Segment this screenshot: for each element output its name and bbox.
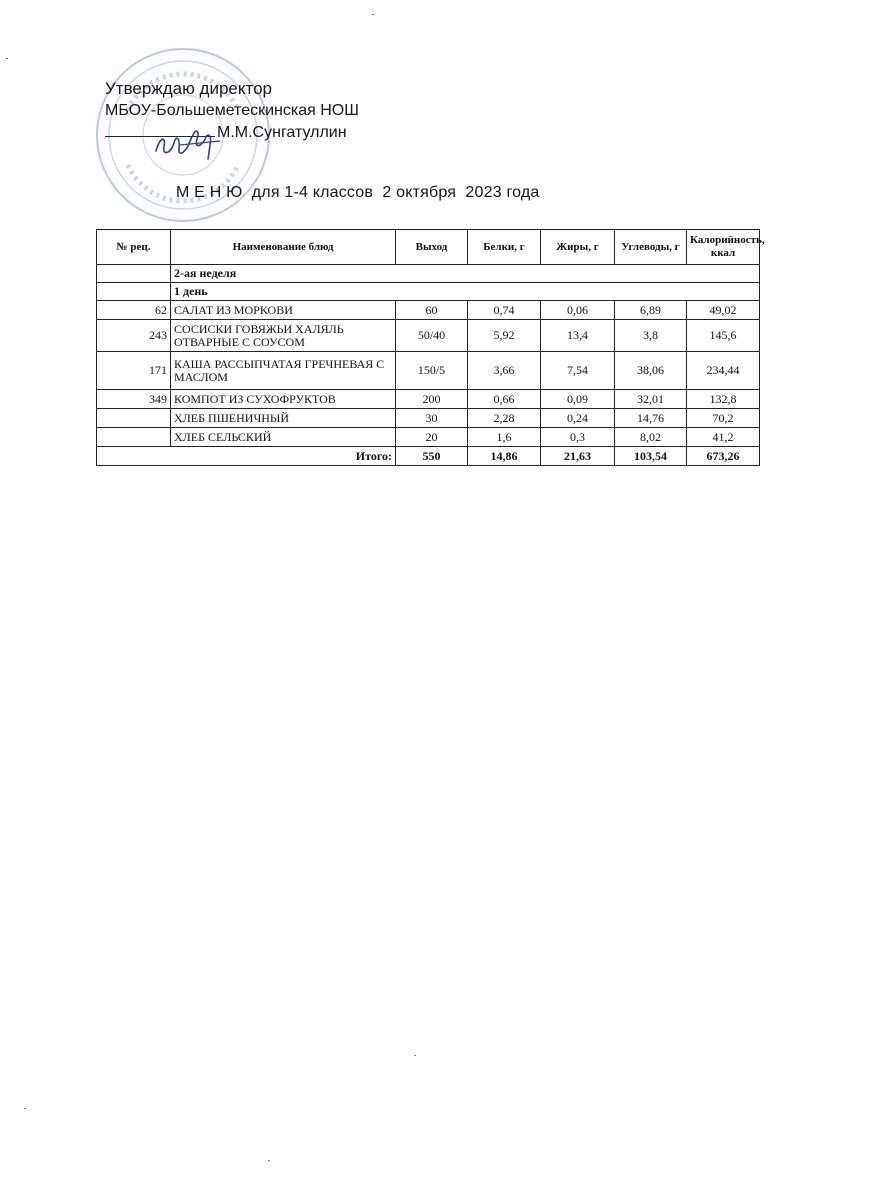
dish-output: 50/40 <box>396 320 468 352</box>
recipe-number <box>97 428 171 447</box>
week-empty-cell <box>97 265 171 283</box>
dish-output: 200 <box>396 390 468 409</box>
dish-calories: 49,02 <box>687 301 760 320</box>
dish-protein: 1,6 <box>468 428 541 447</box>
recipe-number: 171 <box>97 352 171 390</box>
dish-name: КАША РАССЫПЧАТАЯ ГРЕЧНЕВАЯ С МАСЛОМ <box>171 352 396 390</box>
dish-fat: 0,3 <box>541 428 615 447</box>
dish-carbs: 14,76 <box>615 409 687 428</box>
dish-protein: 2,28 <box>468 409 541 428</box>
total-protein: 14,86 <box>468 447 541 466</box>
dish-name: САЛАТ ИЗ МОРКОВИ <box>171 301 396 320</box>
header-row <box>97 230 760 265</box>
week-label: 2-ая неделя <box>171 265 760 283</box>
signer-line <box>105 122 359 144</box>
menu-title: М Е Н Ю для 1-4 классов 2 октября 2023 года <box>176 184 540 201</box>
total-label: Итого: <box>171 447 396 466</box>
day-empty-cell <box>97 283 171 301</box>
dish-carbs: 3,8 <box>615 320 687 352</box>
day-label: 1 день <box>171 283 760 301</box>
signer-name: М.М.Сунгатуллин <box>217 124 347 141</box>
table-row <box>97 301 760 320</box>
dish-protein: 5,92 <box>468 320 541 352</box>
week-row <box>97 265 760 283</box>
dish-fat: 0,06 <box>541 301 615 320</box>
recipe-number: 349 <box>97 390 171 409</box>
dish-output: 20 <box>396 428 468 447</box>
total-row <box>97 447 760 466</box>
total-calories: 673,26 <box>687 447 760 466</box>
scan-speck <box>6 58 8 59</box>
dish-protein: 3,66 <box>468 352 541 390</box>
dish-name: ХЛЕБ ПШЕНИЧНЫЙ <box>171 409 396 428</box>
header-recipe: № рец. <box>97 230 171 265</box>
header-calories: Калорийность, ккал <box>687 230 760 265</box>
total-empty-cell <box>97 447 171 466</box>
recipe-number: 62 <box>97 301 171 320</box>
table-row <box>97 428 760 447</box>
signature-line <box>105 122 215 137</box>
day-row <box>97 283 760 301</box>
dish-carbs: 32,01 <box>615 390 687 409</box>
total-carbs: 103,54 <box>615 447 687 466</box>
dish-name: СОСИСКИ ГОВЯЖЬИ ХАЛЯЛЬ ОТВАРНЫЕ С СОУСОМ <box>171 320 396 352</box>
dish-output: 60 <box>396 301 468 320</box>
dish-output: 150/5 <box>396 352 468 390</box>
total-output: 550 <box>396 447 468 466</box>
dish-output: 30 <box>396 409 468 428</box>
header-carbs: Углеводы, г <box>615 230 687 265</box>
dish-carbs: 8,02 <box>615 428 687 447</box>
dish-fat: 13,4 <box>541 320 615 352</box>
dish-fat: 0,24 <box>541 409 615 428</box>
table-row <box>97 409 760 428</box>
dish-calories: 41,2 <box>687 428 760 447</box>
scan-speck <box>24 1108 26 1109</box>
dish-protein: 0,66 <box>468 390 541 409</box>
dish-calories: 70,2 <box>687 409 760 428</box>
dish-fat: 7,54 <box>541 352 615 390</box>
header-name: Наименование блюд <box>171 230 396 265</box>
dish-carbs: 6,89 <box>615 301 687 320</box>
scan-speck <box>372 14 374 15</box>
dish-name: ХЛЕБ СЕЛЬСКИЙ <box>171 428 396 447</box>
total-fat: 21,63 <box>541 447 615 466</box>
approval-block <box>105 78 359 144</box>
header-protein: Белки, г <box>468 230 541 265</box>
recipe-number: 243 <box>97 320 171 352</box>
dish-calories: 145,6 <box>687 320 760 352</box>
table-row <box>97 352 760 390</box>
recipe-number <box>97 409 171 428</box>
dish-name: КОМПОТ ИЗ СУХОФРУКТОВ <box>171 390 396 409</box>
dish-fat: 0,09 <box>541 390 615 409</box>
school-name: МБОУ-Большеметескинская НОШ <box>105 102 359 119</box>
dish-carbs: 38,06 <box>615 352 687 390</box>
dish-calories: 234,44 <box>687 352 760 390</box>
table-row <box>97 320 760 352</box>
header-fat: Жиры, г <box>541 230 615 265</box>
menu-table <box>96 229 765 466</box>
header-output: Выход <box>396 230 468 265</box>
table-row <box>97 390 760 409</box>
approval-title: Утверждаю директор <box>105 79 273 98</box>
scan-speck <box>414 1055 416 1056</box>
scan-speck <box>268 1160 270 1161</box>
dish-protein: 0,74 <box>468 301 541 320</box>
dish-calories: 132,8 <box>687 390 760 409</box>
